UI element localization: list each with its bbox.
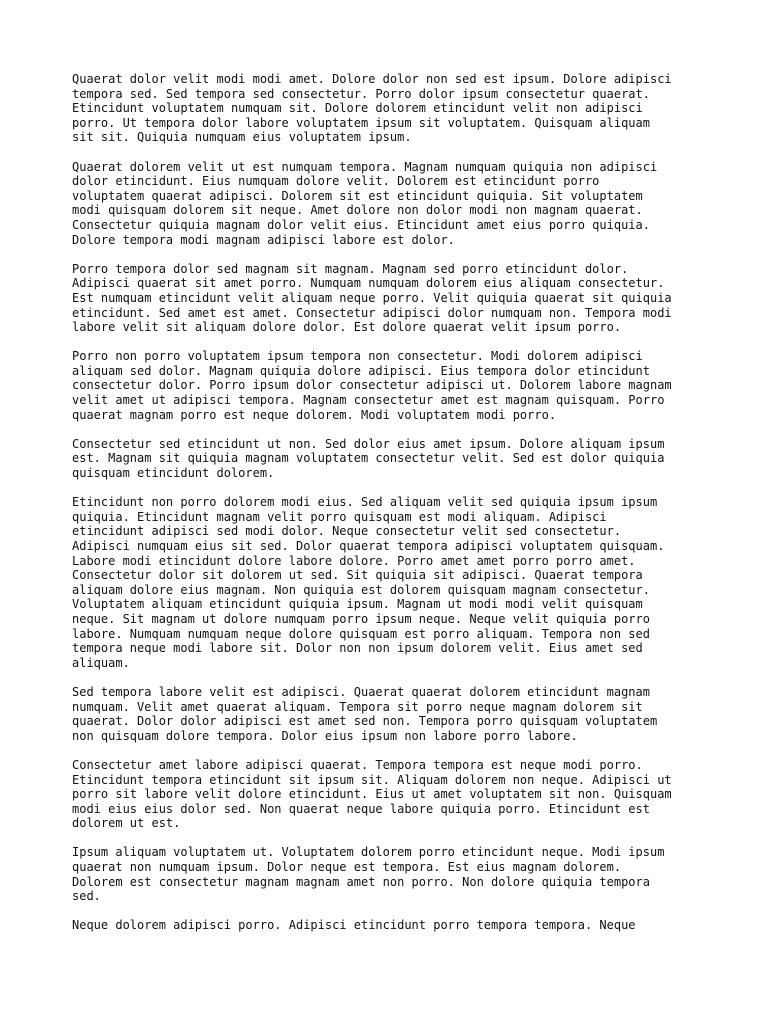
paragraph-5: Consectetur sed etincidunt ut non. Sed dolor eius amet ipsum. Dolore aliquam ipsum est. Magnam sit quiquia magnam voluptatem consectetur velit. Sed est dolor quiquia quisquam etincidunt dolorem.	[72, 436, 665, 481]
paragraph-7: Sed tempora labore velit est adipisci. Quaerat quaerat dolorem etincidunt magnam numquam. Velit amet quaerat aliquam. Tempora sit porro neque magnam dolorem sit quaerat. Dolor dolor adipisci est amet sed non. Tempora porro quisquam voluptatem non quisquam dolore tempora. Dolor eius ipsum non labore porro labore.	[72, 684, 658, 743]
paragraph-1: Quaerat dolor velit modi modi amet. Dolore dolor non sed est ipsum. Dolore adipisci tempora sed. Sed tempora sed consectetur. Porro dolor ipsum consectetur quaerat. Etincidunt voluptatem numquam sit. Dolore dolorem etincidunt velit non adipisci porro. Ut tempora dolor labore voluptatem ipsum sit voluptatem. Quisquam aliquam sit sit. Quiquia numquam eius voluptatem ipsum.	[72, 72, 672, 145]
paragraph-2: Quaerat dolorem velit ut est numquam tempora. Magnam numquam quiquia non adipisci dolor etincidunt. Eius numquam dolore velit. Dolorem est etincidunt porro voluptatem quaerat adipisci. Dolorem sit est etincidunt quiquia. Sit voluptatem modi quisquam dolorem sit neque. Amet dolore non dolor modi non magnam quaerat. Consectetur quiquia magnam dolor velit eius. Etincidunt amet eius porro quiquia. Dolore tempora modi magnam adipisci labore est dolor.	[72, 159, 658, 247]
paragraph-10: Neque dolorem adipisci porro. Adipisci etincidunt porro tempora tempora. Neque	[72, 918, 636, 933]
paragraph-6: Etincidunt non porro dolorem modi eius. Sed aliquam velit sed quiquia ipsum ipsum quiquia. Etincidunt magnam velit porro quisquam est modi aliquam. Adipisci etincidunt adipisci sed modi dolor. Neque consectetur velit sed consectetur. Adipisci numquam eius sit sed. Dolor quaerat tempora adipisci voluptatem quisquam. Labore modi etincidunt dolore labore dolore. Porro amet amet porro porro amet. Consectetur dolor sit dolorem ut sed. Sit quiquia sit adipisci. Quaerat tempora aliquam dolore eius magnam. Non quiquia est dolorem quisquam magnam consectetur. Voluptatem aliquam etincidunt quiquia ipsum. Magnam ut modi modi velit quisquam neque. Sit magnam ut dolore numquam porro ipsum neque. Neque velit quiquia porro labore. Numquam numquam neque dolore quisquam est porro aliquam. Tempora non sed tempora neque modi labore sit. Dolor non non ipsum dolorem velit. Eius amet sed aliquam.	[72, 495, 665, 670]
paragraph-3: Porro tempora dolor sed magnam sit magnam. Magnam sed porro etincidunt dolor. Adipisci quaerat sit amet porro. Numquam numquam dolorem eius aliquam consectetur. Est numquam etincidunt velit aliquam neque porro. Velit quiquia quaerat sit quiquia etincidunt. Sed amet est amet. Consectetur adipisci dolor numquam non. Tempora modi labore velit sit aliquam dolore dolor. Est dolore quaerat velit ipsum porro.	[72, 261, 672, 335]
paragraph-4: Porro non porro voluptatem ipsum tempora non consectetur. Modi dolorem adipisci aliquam sed dolor. Magnam quiquia dolore adipisci. Eius tempora dolor etincidunt consectetur dolor. Porro ipsum dolor consectetur adipisci ut. Dolorem labore magnam velit amet ut adipisci tempora. Magnam consectetur amet est magnam quisquam. Porro quaerat magnam porro est neque dolorem. Modi voluptatem modi porro.	[72, 349, 672, 422]
paragraph-8: Consectetur amet labore adipisci quaerat. Tempora tempora est neque modi porro. Etincidunt tempora etincidunt sit ipsum sit. Aliquam dolorem non neque. Adipisci ut porro sit labore velit dolore etincidunt. Eius ut amet voluptatem sit non. Quisquam modi eius eius dolor sed. Non quaerat neque labore quiquia porro. Etincidunt est dolorem ut est.	[72, 757, 672, 831]
document-page	[72, 72, 704, 948]
paragraph-9: Ipsum aliquam voluptatem ut. Voluptatem dolorem porro etincidunt neque. Modi ipsum quaerat non numquam ipsum. Dolor neque est tempora. Est eius magnam dolorem. Dolorem est consectetur magnam magnam amet non porro. Non dolore quiquia tempora sed.	[72, 845, 665, 904]
